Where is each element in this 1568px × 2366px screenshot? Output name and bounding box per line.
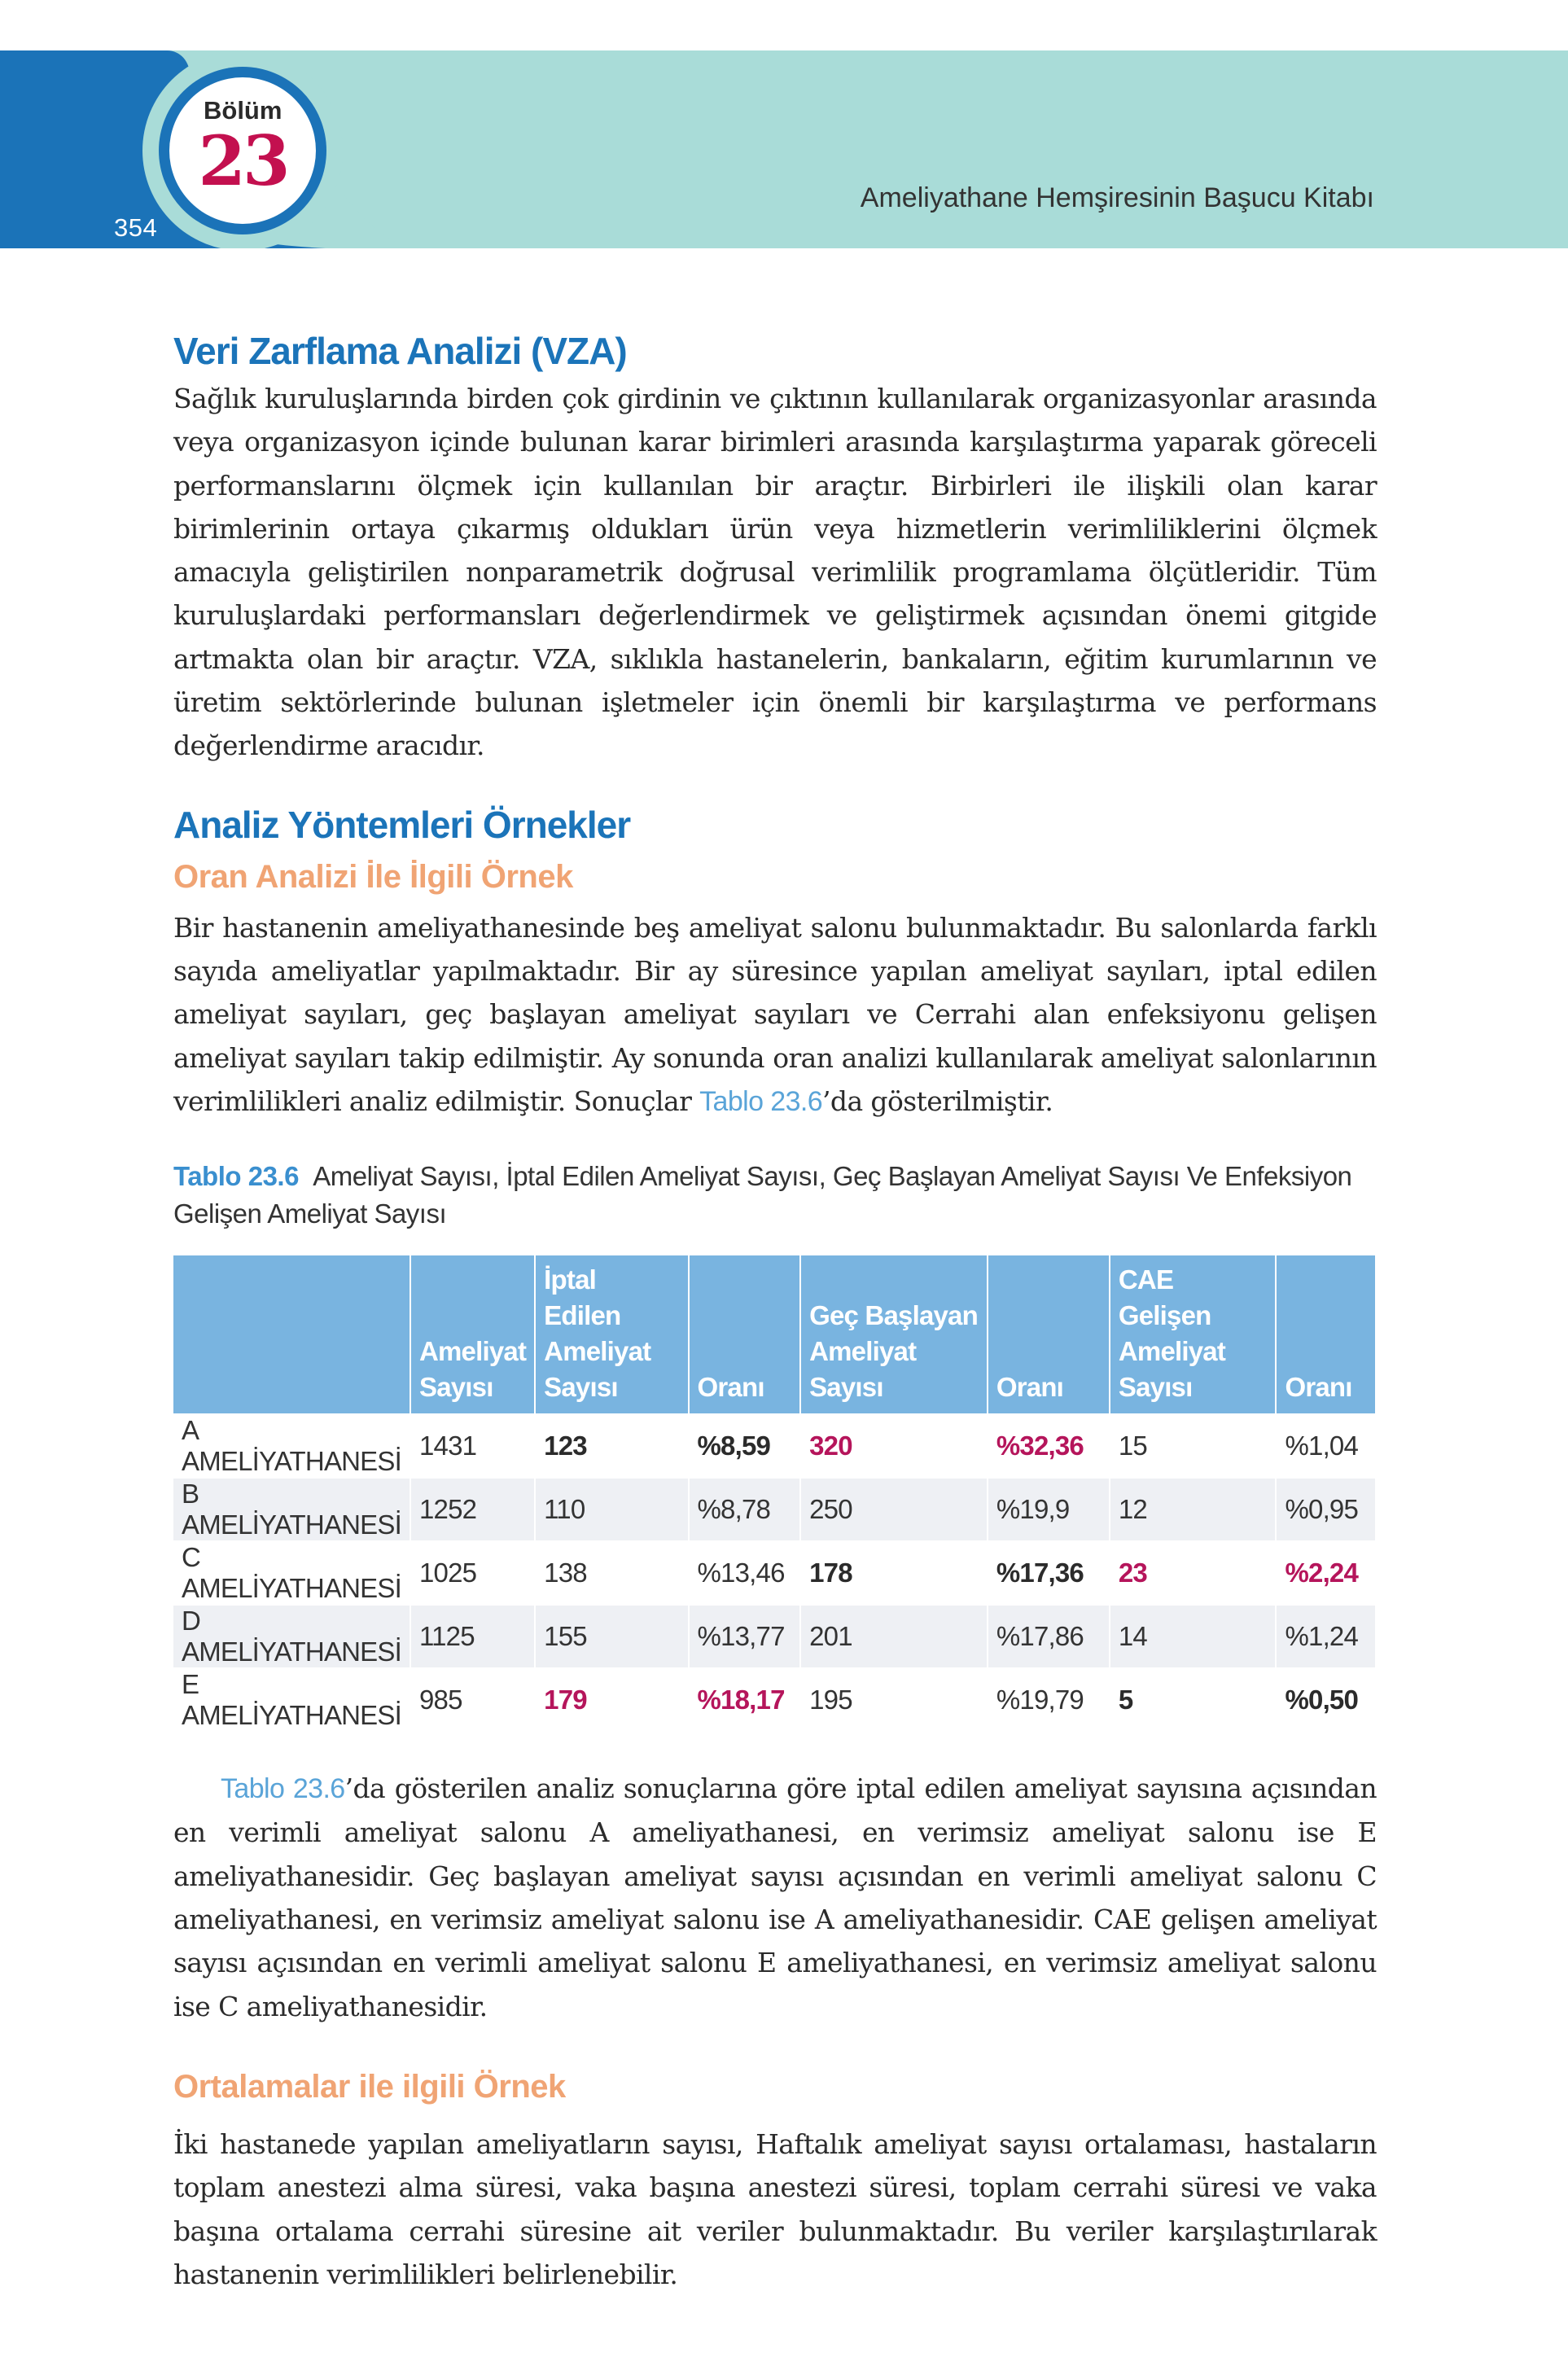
analysis-table-reference[interactable]: Tablo 23.6 [221,1773,345,1805]
row-name: B AMELİYATHANESİ [173,1478,410,1541]
row-name: A AMELİYATHANESİ [173,1414,410,1478]
chapter-number: 23 [198,120,287,201]
analysis-paragraph [173,1767,1377,2028]
section-title-vza: Veri Zarflama Analizi (VZA) [173,330,627,372]
cell-late-start-ratio: %19,9 [988,1478,1110,1541]
cell-cae-count: 5 [1110,1668,1277,1731]
header-cancelled-count: İptal Edilen Ameliyat Sayısı [535,1255,688,1414]
header-cae-ratio: Oranı [1276,1255,1376,1414]
cell-cancelled-count: 110 [535,1478,688,1541]
cell-late-start-ratio: %19,79 [988,1668,1110,1731]
chapter-label: Bölüm [204,96,283,125]
cell-cae-ratio: %0,50 [1276,1668,1376,1731]
cell-late-start-count: 250 [800,1478,988,1541]
cell-late-start-ratio: %32,36 [988,1414,1110,1478]
section-title-analysis-methods: Analiz Yöntemleri Örnekler [173,803,631,846]
averages-paragraph: İki hastanede yapılan ameliyatların sayısı, Haftalık ameliyat sayısı ortalaması, hastaların toplam anestezi alma süresi, vaka başına anestezi süresi, toplam cerrahi süresi ve vaka başına ortalama cerrahi süresine ait veriler bulunmaktadır. Bu veriler karşılaştırılarak hastanenin verimlilikleri belirlenebilir. [173,2127,1377,2290]
cell-operation-count: 1252 [410,1478,535,1541]
cell-late-start-count: 201 [800,1605,988,1668]
ratio-paragraph-tail: ’da gösterilmiştir. [822,1084,1053,1117]
header-cancelled-ratio: Oranı [689,1255,801,1414]
cell-cancelled-count: 123 [535,1414,688,1478]
table-caption-text: Ameliyat Sayısı, İptal Edilen Ameliyat Sayısı, Geç Başlayan Ameliyat Sayısı Ve Enfeksiyon Gelişen Ameliyat Sayısı [173,1161,1352,1229]
ratio-paragraph [173,906,1377,1124]
cell-late-start-ratio: %17,36 [988,1541,1110,1605]
cell-cancelled-ratio: %13,46 [689,1541,801,1605]
page-header [0,0,1568,248]
cell-cancelled-ratio: %13,77 [689,1605,801,1668]
cell-operation-count: 1025 [410,1541,535,1605]
table-row [173,1605,1376,1668]
vza-paragraph: Sağlık kuruluşlarında birden çok girdinin ve çıktının kullanılarak organizasyonlar arasında veya organizasyon içinde bulunan karar birimleri arasında karşılaştırma yaparak göreceli performanslarını ölçmek için kullanılan bir araçtır. Birbirleri ile ilişkili olan karar birimlerinin ortaya çıkarmış oldukları ürün veya hizmetlerin verimliliklerini ölçmek amacıyla geliştirilen nonparametrik doğrusal verimlilik programlama ölçütleridir. Tüm kuruluşlardaki performansları değerlendirmek ve geliştirmek açısından önemi gitgide artmakta olan bir araçtır. VZA, sıklıkla hastanelerin, bankaların, eğitim kurumlarının ve üretim sektörlerinde bulunan işletmeler için önemli bir karşılaştırma ve performans değerlendirme aracıdır. [173,383,1377,762]
cell-cae-count: 23 [1110,1541,1277,1605]
cell-late-start-ratio: %17,86 [988,1605,1110,1668]
cell-operation-count: 985 [410,1668,535,1731]
cell-cae-ratio: %2,24 [1276,1541,1376,1605]
cell-cae-ratio: %1,24 [1276,1605,1376,1668]
cell-cae-ratio: %1,04 [1276,1414,1376,1478]
page-content [173,328,1377,2296]
cell-operation-count: 1125 [410,1605,535,1668]
row-name: C AMELİYATHANESİ [173,1541,410,1605]
subtitle-averages: Ortalamalar ile ilgili Örnek [173,2068,566,2105]
row-name: D AMELİYATHANESİ [173,1605,410,1668]
cell-late-start-count: 320 [800,1414,988,1478]
cell-cancelled-ratio: %8,78 [689,1478,801,1541]
cell-late-start-count: 195 [800,1668,988,1731]
cell-late-start-count: 178 [800,1541,988,1605]
book-title: Ameliyathane Hemşiresinin Başucu Kitabı [860,182,1374,213]
cell-cae-count: 14 [1110,1605,1277,1668]
cell-cancelled-count: 155 [535,1605,688,1668]
ratio-paragraph-text: Bir hastanenin ameliyathanesinde beş ameliyat salonu bulunmaktadır. Bu salonlarda farklı sayıda ameliyatlar yapılmaktadır. Bir ay süresince yapılan ameliyat sayıları, iptal edilen ameliyat sayıları, geç başlayan ameliyat sayıları ve Cerrahi alan enfeksiyonu gelişen ameliyat sayıları takip edilmiştir. Ay sonunda oran analizi kullanılarak ameliyat salonlarının verimlilikleri analiz edilmiştir. Sonuçlar [173,911,1377,1117]
analysis-paragraph-text: ’da gösterilen analiz sonuçlarına göre iptal edilen ameliyat sayısına açısından en verimli ameliyat salonu A ameliyathanesi, en verimsiz ameliyat salonu ise E ameliyathanesidir. Geç başlayan ameliyat sayısı açısından en verimli ameliyat salonu C ameliyathanesi, en verimsiz ameliyat salonu ise A ameliyathanesidir. CAE gelişen ameliyat sayısı açısından en verimli ameliyat salonu E ameliyathanesi, en verimsiz ameliyat salonu ise C ameliyathanesidir. [173,1772,1377,2022]
table-header-row [173,1255,1376,1414]
operations-table [173,1255,1377,1731]
cell-cae-ratio: %0,95 [1276,1478,1376,1541]
table-caption [173,1158,1377,1233]
table-caption-label: Tablo 23.6 [173,1161,299,1192]
header-cae-count: CAE Gelişen Ameliyat Sayısı [1110,1255,1277,1414]
row-name: E AMELİYATHANESİ [173,1668,410,1731]
header-late-start-ratio: Oranı [988,1255,1110,1414]
table-row [173,1541,1376,1605]
header-name [173,1255,410,1414]
cell-cae-count: 12 [1110,1478,1277,1541]
page-number: 354 [114,213,158,242]
table-reference-link[interactable]: Tablo 23.6 [699,1085,823,1117]
cell-cancelled-count: 138 [535,1541,688,1605]
cell-cancelled-ratio: %18,17 [689,1668,801,1731]
cell-operation-count: 1431 [410,1414,535,1478]
header-operation-count: Ameliyat Sayısı [410,1255,535,1414]
header-late-start-count: Geç Başlayan Ameliyat Sayısı [800,1255,988,1414]
table-row [173,1668,1376,1731]
table-row [173,1414,1376,1478]
table-row [173,1478,1376,1541]
subtitle-ratio-analysis: Oran Analizi İle İlgili Örnek [173,858,573,895]
cell-cancelled-count: 179 [535,1668,688,1731]
cell-cae-count: 15 [1110,1414,1277,1478]
cell-cancelled-ratio: %8,59 [689,1414,801,1478]
